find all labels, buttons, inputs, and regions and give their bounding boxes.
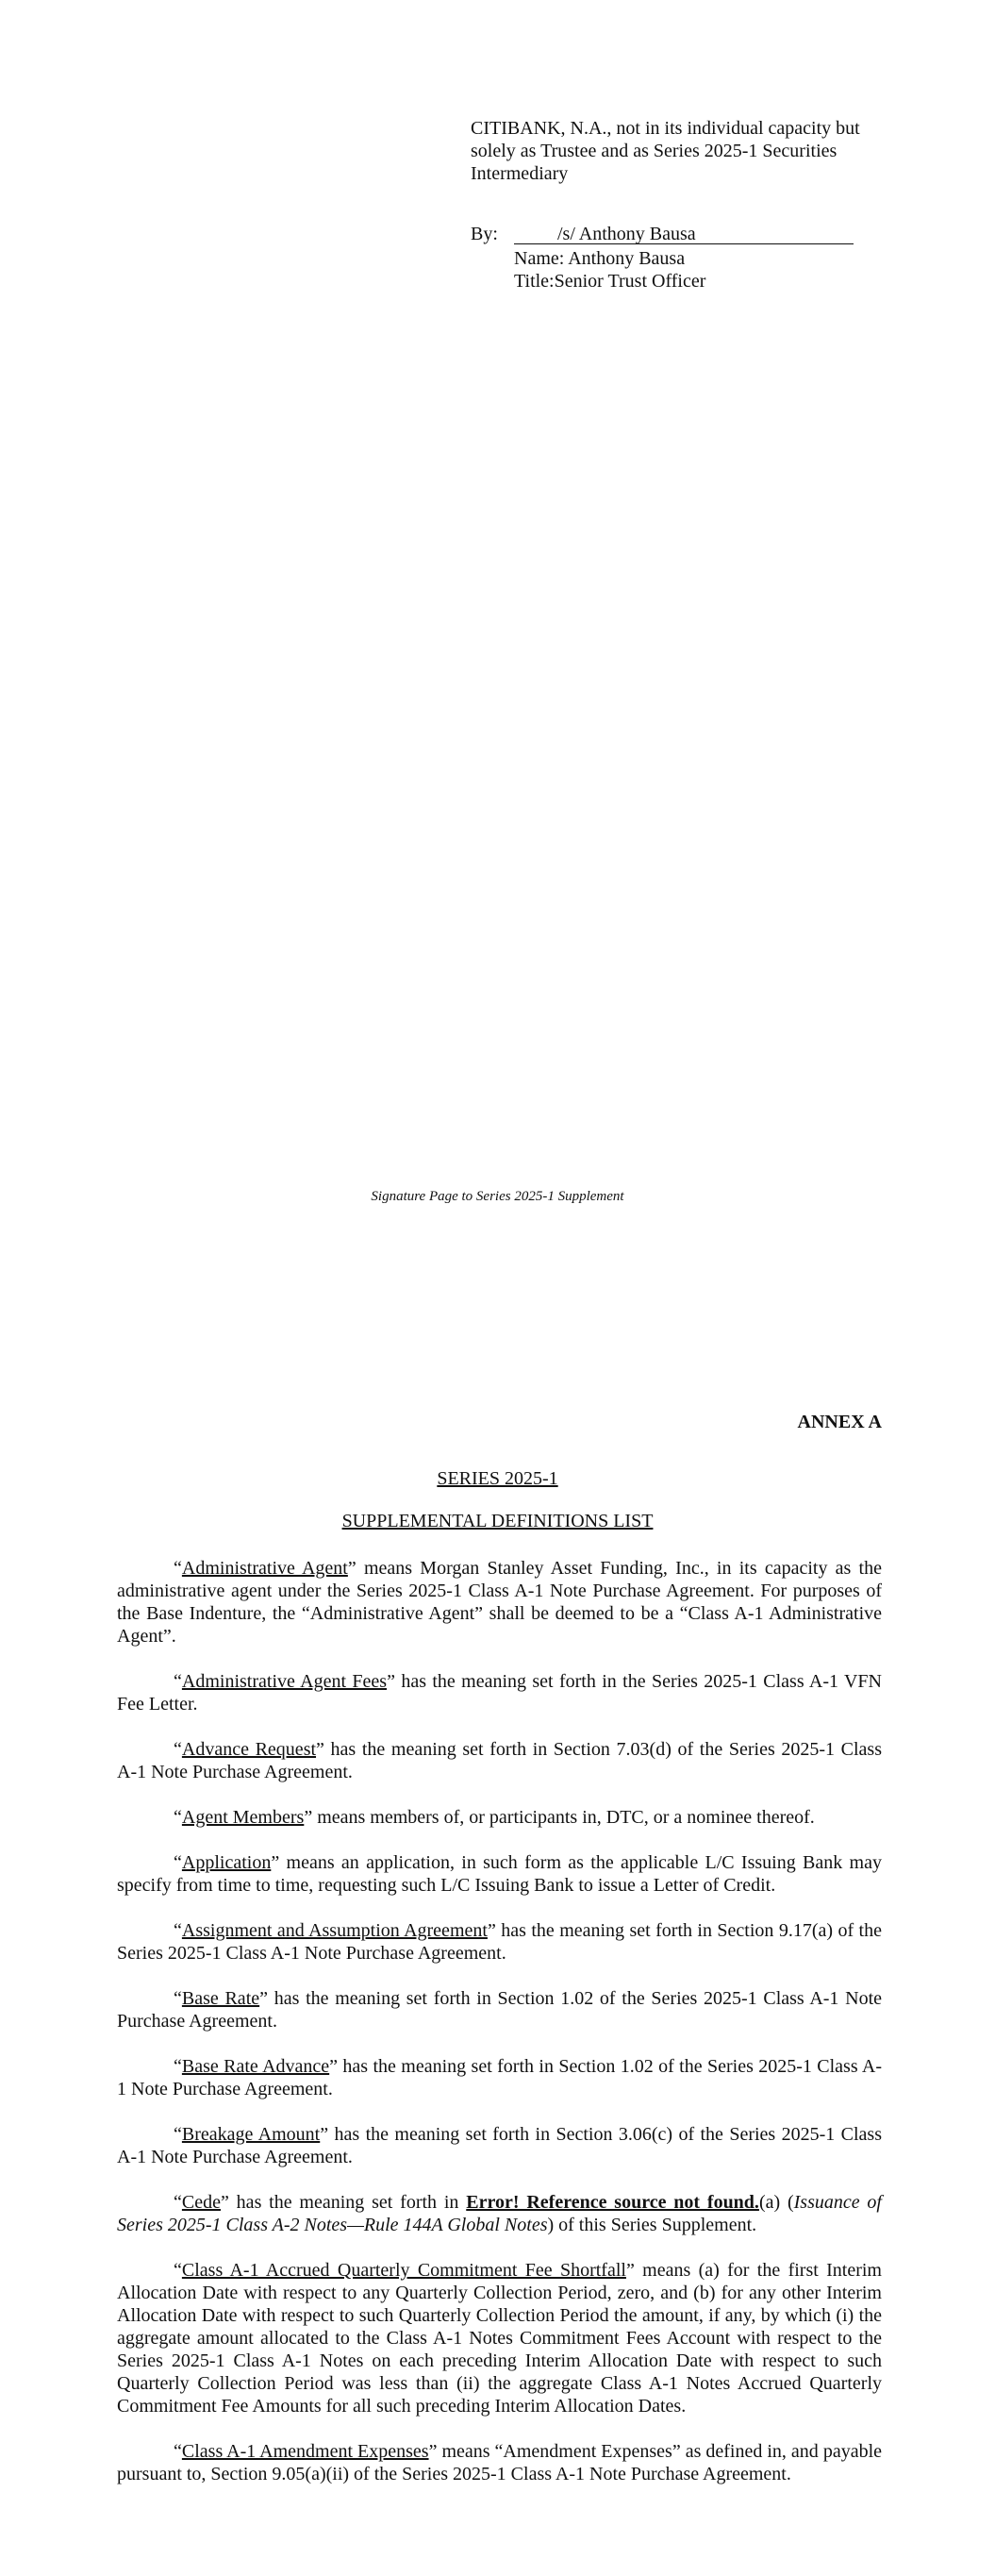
definition-text: ” means an application, in such form as the applicable L/C Issuing Bank may specify from time to time, requesting such L/C Issuing Bank to issue a Letter of Credit. <box>117 1852 882 1896</box>
name-value: Anthony Bausa <box>568 248 686 269</box>
series-heading: SERIES 2025-1 <box>437 1468 558 1489</box>
definition-item: “Agent Members” means members of, or participants in, DTC, or a nominee thereof. <box>174 1807 815 1828</box>
definition-term: Class A-1 Amendment Expenses <box>181 2441 429 2462</box>
section-caption: Issuance of Series 2025-1 Class A-2 Notes—Rule 144A Global Notes <box>117 2192 882 2235</box>
definition-item: “Class A-1 Amendment Expenses” means “Amendment Expenses” as defined in, and payable pursuant to, Section 9.05(a)(ii) of the Series 2025-1 Class A-1 Note Purchase Agreement. <box>117 2441 883 2484</box>
definitions-list-heading: SUPPLEMENTAL DEFINITIONS LIST <box>341 1511 654 1531</box>
title-label: Title: <box>514 271 555 292</box>
definition-item: “Assignment and Assumption Agreement” has the meaning set forth in Section 9.17(a) of the Series 2025-1 Class A-1 Note Purchase Agreement. <box>117 1920 882 1964</box>
definition-text: ” has the meaning set forth in the Series 2025-1 Class A-1 VFN Fee Letter. <box>117 1671 882 1715</box>
signature-by-row <box>471 223 854 245</box>
definition-term: Breakage Amount <box>181 2124 321 2145</box>
definition-item: “Administrative Agent” means Morgan Stanley Asset Funding, Inc., in its capacity as the administrative agent under the Series 2025-1 Class A-1 Note Purchase Agreement. For purposes of the Base Indenture, the “Administrative Agent” shall be deemed to be a “Class A-1 Administrative Agent”. <box>117 1558 882 1647</box>
definition-text: ) of this Series Supplement. <box>547 2215 757 2235</box>
signature-block <box>471 117 886 185</box>
annex-title: ANNEX A <box>797 1412 882 1432</box>
definition-text: ” has the meaning set forth in <box>220 2192 467 2213</box>
reference-error: Error! Reference source not found. <box>466 2192 759 2213</box>
definition-term: Administrative Agent <box>181 1558 348 1579</box>
definition-term: Administrative Agent Fees <box>181 1671 388 1692</box>
definition-item: “Application” means an application, in such form as the applicable L/C Issuing Bank may specify from time to time, requesting such L/C Issuing Bank to issue a Letter of Credit. <box>117 1852 882 1896</box>
definition-item: “Advance Request” has the meaning set forth in Section 7.03(d) of the Series 2025-1 Class A-1 Note Purchase Agreement. <box>117 1739 882 1782</box>
signature-title-row <box>514 270 705 293</box>
definition-item: “Administrative Agent Fees” has the meaning set forth in the Series 2025-1 Class A-1 VFN Fee Letter. <box>117 1671 882 1715</box>
definition-term: Base Rate Advance <box>181 2056 330 2077</box>
definition-term: Base Rate <box>181 1988 260 2009</box>
signature-line: /s/ Anthony Bausa <box>514 225 854 244</box>
definition-text: ” has the meaning set forth in Section 9.17(a) of the Series 2025-1 Class A-1 Note Purchase Agreement. <box>117 1920 882 1964</box>
definition-text: ” has the meaning set forth in Section 7.03(d) of the Series 2025-1 Class A-1 Note Purchase Agreement. <box>117 1739 882 1782</box>
definition-item: “Breakage Amount” has the meaning set forth in Section 3.06(c) of the Series 2025-1 Class A-1 Note Purchase Agreement. <box>117 2124 882 2167</box>
definition-text: ” has the meaning set forth in Section 3.06(c) of the Series 2025-1 Class A-1 Note Purchase Agreement. <box>117 2124 882 2167</box>
definition-term: Class A-1 Accrued Quarterly Commitment Fee Shortfall <box>181 2260 626 2281</box>
signature-page-caption: Signature Page to Series 2025-1 Supplement <box>371 1189 624 1204</box>
signatory-entity: CITIBANK, N.A., not in its individual capacity but solely as Trustee and as Series 2025-1 Securities Intermediary <box>471 118 860 184</box>
definition-term: Application <box>181 1852 272 1873</box>
definition-text: ” means “Amendment Expenses” as defined in, and payable pursuant to, Section 9.05(a)(ii) of the Series 2025-1 Class A-1 Note Purchase Agreement. <box>117 2441 883 2484</box>
definition-item: “Base Rate Advance” has the meaning set forth in Section 1.02 of the Series 2025-1 Class A-1 Note Purchase Agreement. <box>117 2056 883 2099</box>
definition-text: ” means Morgan Stanley Asset Funding, Inc., in its capacity as the administrative agent under the Series 2025-1 Class A-1 Note Purchase Agreement. For purposes of the Base Indenture, the “Administrative Agent” shall be deemed to be a “Class A-1 Administrative Agent”. <box>117 1558 882 1647</box>
definition-text: (a) ( <box>758 2192 794 2213</box>
definition-text: ” means members of, or participants in, DTC, or a nominee thereof. <box>304 1807 815 1828</box>
definitions-list <box>117 1557 882 2508</box>
definition-text: ” has the meaning set forth in Section 1.02 of the Series 2025-1 Class A-1 Note Purchase Agreement. <box>117 1988 882 2032</box>
title-value: Senior Trust Officer <box>554 271 706 292</box>
definition-term: Assignment and Assumption Agreement <box>181 1920 488 1941</box>
definition-item: “Class A-1 Accrued Quarterly Commitment Fee Shortfall” means (a) for the first Interim Allocation Date with respect to any Quarterly Collection Period, zero, and (b) for any other Interim Allocation Date with respect to such Quarterly Collection Period the amount, if any, by which (i) the aggregate amount allocated to the Class A-1 Notes Commitment Fees Account with respect to the Series 2025-1 Class A-1 Notes on each preceding Interim Allocation Date with respect to such Quarterly Collection Period was less than (ii) the aggregate Class A-1 Notes Accrued Quarterly Commitment Fee Amounts for all such preceding Interim Allocation Dates. <box>117 2260 882 2417</box>
definition-term: Advance Request <box>181 1739 317 1760</box>
definition-item: “Base Rate” has the meaning set forth in Section 1.02 of the Series 2025-1 Class A-1 Note Purchase Agreement. <box>117 1988 882 2032</box>
definition-text: ” means (a) for the first Interim Allocation Date with respect to any Quarterly Collection Period, zero, and (b) for any other Interim Allocation Date with respect to such Quarterly Collection Period the amount, if any, by which (i) the aggregate amount allocated to the Class A-1 Notes Commitment Fees Account with respect to the Series 2025-1 Class A-1 Notes on each preceding Interim Allocation Date with respect to such Quarterly Collection Period was less than (ii) the aggregate Class A-1 Notes Accrued Quarterly Commitment Fee Amounts for all such preceding Interim Allocation Dates. <box>117 2260 882 2417</box>
definition-text: ” has the meaning set forth in Section 1.02 of the Series 2025-1 Class A-1 Note Purchase Agreement. <box>117 2056 883 2099</box>
signature-name-row <box>514 247 685 270</box>
definition-term: Agent Members <box>181 1807 305 1828</box>
name-label: Name: <box>514 248 565 269</box>
definition-term: Cede <box>181 2192 221 2213</box>
by-label: By: <box>471 224 498 244</box>
definition-item-cede: “Cede” has the meaning set forth in Error! Reference source not found.(a) (Issuance of Series 2025-1 Class A-2 Notes—Rule 144A Global Notes) of this Series Supplement. <box>117 2192 882 2235</box>
